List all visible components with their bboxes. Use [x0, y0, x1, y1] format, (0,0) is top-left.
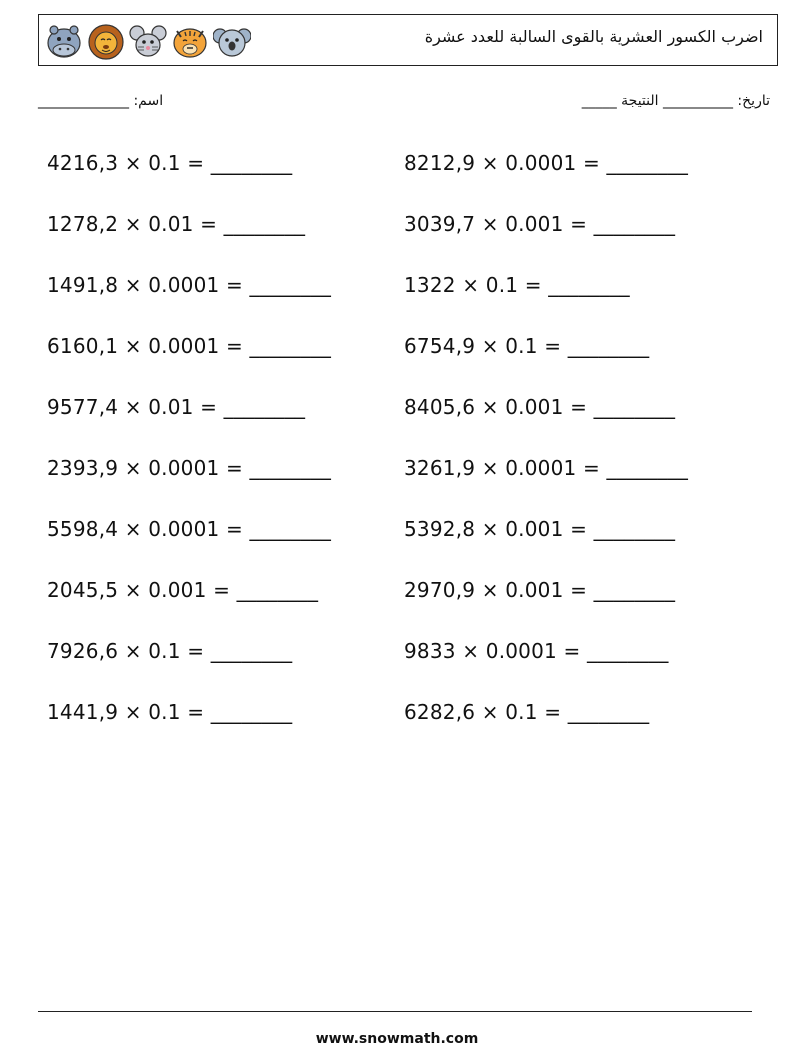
problem-left-7: 5598,4 × 0.0001 = ________ [47, 517, 332, 541]
footer-website[interactable]: www.snowmath.com [315, 1031, 479, 1047]
animal-icons [45, 21, 251, 61]
problem-right-8: 2970,9 × 0.001 = ________ [404, 578, 676, 602]
problem-left-6: 2393,9 × 0.0001 = ________ [47, 456, 332, 480]
problem-right-5: 8405,6 × 0.001 = ________ [404, 395, 676, 419]
problem-left-5: 9577,4 × 0.01 = ________ [47, 395, 306, 419]
problem-right-10: 6282,6 × 0.1 = ________ [404, 700, 650, 724]
date-result-field: تاريخ: __________ النتيجة _____ [581, 93, 770, 109]
mouse-icon [129, 21, 167, 61]
problem-left-3: 1491,8 × 0.0001 = ________ [47, 273, 332, 297]
footer-divider [38, 1011, 752, 1012]
problem-right-6: 3261,9 × 0.0001 = ________ [404, 456, 689, 480]
problem-left-4: 6160,1 × 0.0001 = ________ [47, 334, 332, 358]
problem-right-4: 6754,9 × 0.1 = ________ [404, 334, 650, 358]
problem-right-3: 1322 × 0.1 = ________ [404, 273, 630, 297]
problem-left-1: 4216,3 × 0.1 = ________ [47, 151, 293, 175]
hippo-icon [45, 21, 83, 61]
problem-right-2: 3039,7 × 0.001 = ________ [404, 212, 676, 236]
problem-right-1: 8212,9 × 0.0001 = ________ [404, 151, 689, 175]
problem-left-10: 1441,9 × 0.1 = ________ [47, 700, 293, 724]
name-field: اسم: _____________ [38, 93, 164, 109]
header-box [38, 14, 778, 66]
tiger-icon [171, 21, 209, 61]
problem-right-7: 5392,8 × 0.001 = ________ [404, 517, 676, 541]
koala-icon [213, 21, 251, 61]
problem-left-2: 1278,2 × 0.01 = ________ [47, 212, 306, 236]
problem-right-9: 9833 × 0.0001 = ________ [404, 639, 669, 663]
problem-left-8: 2045,5 × 0.001 = ________ [47, 578, 319, 602]
problem-left-9: 7926,6 × 0.1 = ________ [47, 639, 293, 663]
lion-icon [87, 21, 125, 61]
worksheet-title: اضرب الكسور العشرية بالقوى السالبة للعدد عشرة [424, 27, 763, 46]
